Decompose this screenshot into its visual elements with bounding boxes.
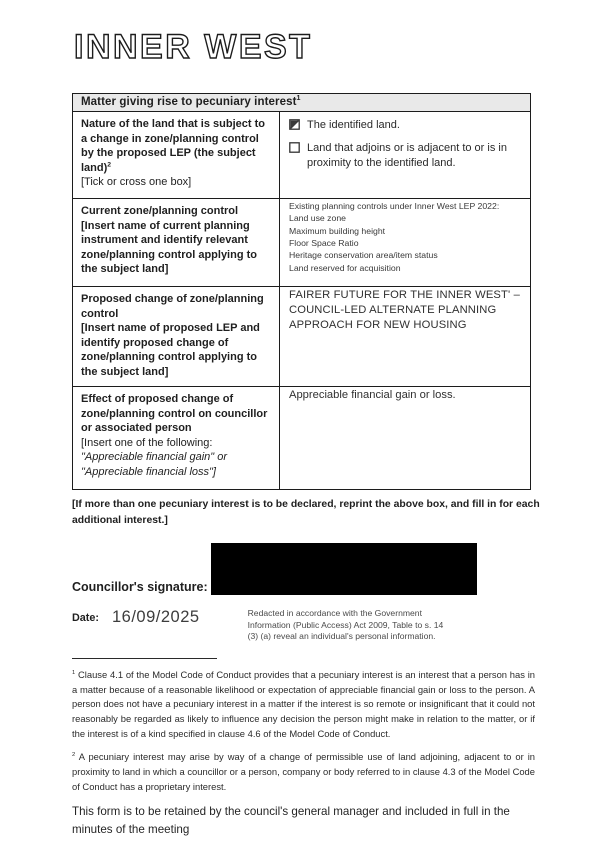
current-control-line: Heritage conservation area/item status <box>289 250 438 261</box>
checkbox-checked-icon[interactable] <box>289 119 300 130</box>
effect-option-loss: "Appreciable financial loss"] <box>81 465 216 478</box>
nature-of-land-options-cell <box>280 112 530 198</box>
effect-instruction: [Insert one of the following: <box>81 436 213 449</box>
option-identified-land-label: The identified land. <box>307 119 400 131</box>
signature-label: Councillor's signature: <box>72 580 208 595</box>
date-label: Date: <box>72 612 99 625</box>
retention-statement: This form is to be retained by the council's general manager and included in full in the minutes of the meeting <box>72 805 510 836</box>
footnote-divider <box>72 658 217 659</box>
table-row-nature-of-land <box>73 112 530 199</box>
footnote-1-marker: 1 <box>72 669 76 676</box>
option-identified-land[interactable] <box>289 118 522 132</box>
nature-of-land-label-text: Nature of the land that is subject to a change in zone/planning control by the proposed LEP (the subject land) <box>81 118 265 174</box>
effect-label: Effect of proposed change of zone/planning control on councillor or associated person <box>81 393 268 435</box>
inner-west-logo-icon <box>72 24 317 70</box>
checkbox-unchecked-icon[interactable] <box>289 142 300 153</box>
footnote-1 <box>72 668 535 741</box>
current-control-line: Land reserved for acquisition <box>289 262 401 273</box>
table-header-text: Matter giving rise to pecuniary interest <box>81 96 297 108</box>
current-control-label: Current zone/planning control <box>81 205 239 217</box>
pecuniary-interest-table <box>72 93 531 490</box>
effect-label-cell <box>73 387 280 489</box>
inner-west-logo <box>72 24 317 75</box>
signature-row <box>72 543 531 595</box>
proposed-change-label-cell <box>73 287 280 386</box>
footnotes <box>72 668 535 794</box>
option-adjoining-land-label: Land that adjoins or is adjacent to or is in proximity to the identified land. <box>307 142 507 169</box>
current-control-line: Floor Space Ratio <box>289 238 359 249</box>
current-control-line: Maximum building height <box>289 225 386 236</box>
current-control-line: Land use zone <box>289 213 346 224</box>
effect-option-gain: "Appreciable financial gain" or <box>81 451 228 464</box>
table-header <box>73 94 530 112</box>
proposed-change-instruction: [Insert name of proposed LEP and identify proposed change of zone/planning control applying to the subject land] <box>81 322 260 378</box>
logo-text: INNER WEST <box>74 28 313 66</box>
proposed-change-label: Proposed change of zone/planning control <box>81 293 264 320</box>
signature-redaction-box <box>211 543 477 595</box>
table-header-footnote-ref: 1 <box>296 94 301 103</box>
nature-of-land-label-cell <box>73 112 280 198</box>
current-control-label-cell <box>73 199 280 286</box>
table-row-effect <box>73 387 530 489</box>
current-control-instruction: [Insert name of current planning instrument and identify relevant zone/planning control applying to the subject land] <box>81 219 257 276</box>
table-row-current-control <box>73 199 530 287</box>
nature-of-land-footnote-ref: 2 <box>107 160 112 168</box>
tick-instruction: [Tick or cross one box] <box>81 176 192 189</box>
date-value: 16/09/2025 <box>112 608 200 627</box>
date-row <box>72 608 531 643</box>
effect-value-cell: Appreciable financial gain or loss. <box>289 389 456 401</box>
table-row-proposed-change <box>73 287 530 387</box>
form-content <box>72 93 540 838</box>
nature-of-land-label <box>81 117 271 175</box>
redaction-note: Redacted in accordance with the Government Information (Public Access) Act 2009, Table to s. 14 (3) (a) reveal an individual's personal information. <box>247 608 444 642</box>
reprint-note: [If more than one pecuniary interest is to be declared, reprint the above box, and fill in for each additional interest.] <box>72 499 540 527</box>
current-control-line: Existing planning controls under Inner West LEP 2022: <box>289 201 500 211</box>
footnote-2 <box>72 750 535 794</box>
option-adjoining-land[interactable] <box>289 141 522 170</box>
footnote-2-text: A pecuniary interest may arise by way of a change of permissible use of land adjoining, adjacent to or in proximity to land in which a councillor or a person, company or body referred to in clause 4.3 of the Model Code of Conduct has a proprietary interest. <box>72 751 535 792</box>
footnote-1-text: Clause 4.1 of the Model Code of Conduct provides that a pecuniary interest is an interest that a person has in a matter because of a reasonable likelihood or expectation of appreciable financial gain or loss to the person. A person does not have a pecuniary interest in a matter if the interest is so remote or insignificant that it could not reasonably be regarded as likely to influence any decision the person might make in relation to the matter, or if the interest is of a kind specified in clause 4.6 of the Model Code of Conduct. <box>72 669 535 739</box>
current-control-value-cell <box>280 199 530 286</box>
proposed-change-value-cell: FAIRER FUTURE FOR THE INNER WEST' – COUNCIL-LED ALTERNATE PLANNING APPROACH FOR NEW HOUSING <box>289 289 520 331</box>
footnote-2-marker: 2 <box>72 752 76 759</box>
